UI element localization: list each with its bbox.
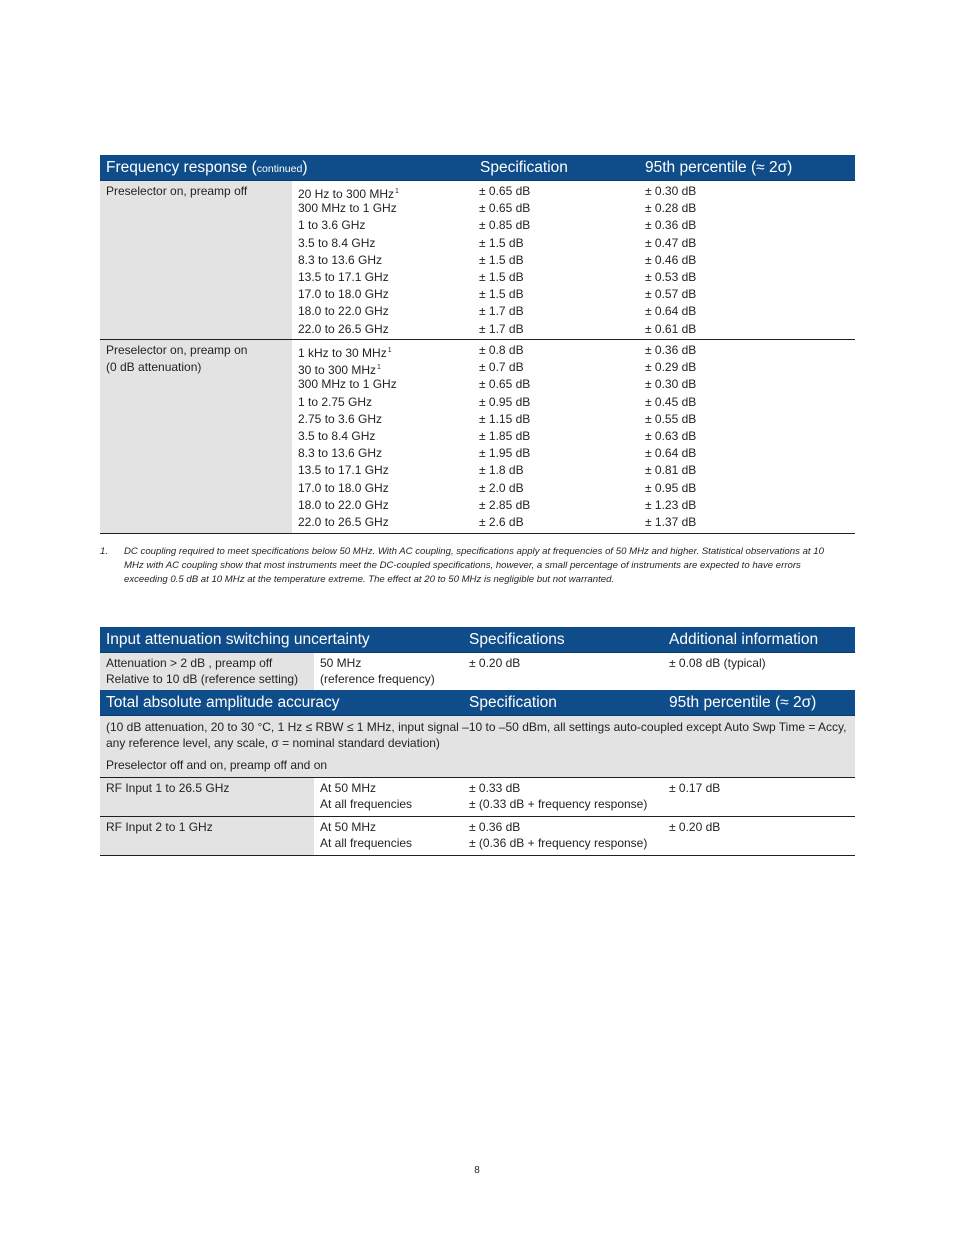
spec-value: ± 0.65 dB bbox=[479, 377, 531, 392]
percentile-value: ± 0.57 dB bbox=[645, 287, 697, 302]
section-preamp-off bbox=[100, 181, 855, 340]
percentile-value: ± 0.55 dB bbox=[645, 411, 697, 426]
freq-range: 30 to 300 MHz$^1$ bbox=[298, 363, 381, 378]
percentile-value: ± 0.17 dB bbox=[669, 781, 721, 795]
conditions-band bbox=[100, 716, 855, 778]
spec-value: ± 0.65 dB bbox=[479, 201, 531, 216]
spec-value: ± 0.85 dB bbox=[479, 218, 531, 233]
percentile-value: ± 1.23 dB bbox=[645, 497, 697, 512]
section-label: Preselector on, preamp off bbox=[106, 184, 248, 198]
percentile-value: ± 0.45 dB bbox=[645, 394, 697, 409]
freq-range: 3.5 to 8.4 GHz bbox=[298, 428, 376, 443]
freq-range: 8.3 to 13.6 GHz bbox=[298, 446, 383, 461]
percentile-value: ± 0.53 dB bbox=[645, 269, 697, 284]
row-condition: At 50 MHz At all frequencies bbox=[320, 820, 413, 850]
freq-range: 300 MHz to 1 GHz bbox=[298, 201, 397, 216]
header-continued: continued bbox=[256, 163, 303, 175]
footnote-number: 1. bbox=[100, 546, 109, 557]
row-label: Attenuation > 2 dB , preamp off Relative to 10 dB (reference setting) bbox=[106, 656, 299, 686]
row-label: RF Input 1 to 26.5 GHz bbox=[106, 781, 230, 795]
specification-column bbox=[479, 342, 530, 531]
percentile-value: ± 0.28 dB bbox=[645, 201, 697, 216]
page-number: 8 bbox=[474, 1165, 480, 1176]
spec-value: ± 1.15 dB bbox=[479, 411, 531, 426]
conditions-subtext: Preselector off and on, preamp off and on bbox=[106, 758, 328, 772]
freq-range: 3.5 to 8.4 GHz bbox=[298, 235, 376, 250]
row-condition: 50 MHz (reference frequency) bbox=[320, 656, 435, 686]
freq-range: 1 to 3.6 GHz bbox=[298, 218, 366, 233]
spec-value: ± 1.5 dB bbox=[479, 235, 524, 250]
freq-range: 300 MHz to 1 GHz bbox=[298, 377, 397, 392]
row-label: RF Input 2 to 1 GHz bbox=[106, 820, 213, 834]
row-condition: At 50 MHz At all frequencies bbox=[320, 781, 413, 811]
percentile-value: ± 0.30 dB bbox=[645, 184, 697, 198]
footnote-ref: 1 bbox=[387, 347, 392, 354]
total-row bbox=[100, 778, 855, 817]
spec-value: ± 1.7 dB bbox=[479, 321, 524, 336]
spec-value: ± 0.95 dB bbox=[479, 394, 531, 409]
spec-value: ± 2.85 dB bbox=[479, 497, 531, 512]
percentile-column bbox=[645, 183, 696, 338]
section-preamp-on bbox=[100, 340, 855, 534]
percentile-column bbox=[645, 342, 696, 531]
footnote-ref: 1 bbox=[395, 188, 399, 195]
section-label: Preselector on, preamp on (0 dB attenuation) bbox=[106, 343, 248, 375]
percentile-value: ± 0.36 dB bbox=[645, 343, 697, 357]
freq-range: 8.3 to 13.6 GHz bbox=[298, 252, 383, 267]
percentile-value: ± 0.36 dB bbox=[645, 218, 697, 233]
header-specifications: Specifications bbox=[469, 631, 565, 648]
freq-range: 1 to 2.75 GHz bbox=[298, 394, 373, 409]
percentile-value: ± 0.81 dB bbox=[645, 463, 697, 478]
percentile-value: ± 1.37 dB bbox=[645, 514, 697, 529]
header-specification: Specification bbox=[480, 159, 568, 176]
freq-range: 13.5 to 17.1 GHz bbox=[298, 269, 389, 284]
spec-value: ± 0.36 dB ± (0.36 dB + frequency response) bbox=[469, 820, 648, 850]
percentile-value: ± 0.29 dB bbox=[645, 360, 697, 375]
total-accuracy-header bbox=[100, 690, 855, 716]
total-row bbox=[100, 817, 855, 856]
header-95th-percentile: 95th percentile (≈ 2σ) bbox=[645, 159, 793, 176]
spec-value: ± 0.65 dB bbox=[479, 184, 531, 198]
percentile-value: ± 0.30 dB bbox=[645, 377, 697, 392]
header-title: Frequency response (continued) bbox=[106, 159, 308, 176]
percentile-value: ± 0.64 dB bbox=[645, 304, 697, 319]
percentile-value: ± 0.46 dB bbox=[645, 252, 697, 267]
footnote-ref: 1 bbox=[377, 364, 381, 372]
spec-value: ± 0.33 dB ± (0.33 dB + frequency response) bbox=[469, 781, 648, 811]
spec-value: ± 1.5 dB bbox=[479, 287, 524, 302]
frequency-column bbox=[298, 342, 397, 531]
spec-value: ± 1.7 dB bbox=[479, 304, 524, 319]
table-header bbox=[100, 155, 855, 181]
footnote-text: DC coupling required to meet specifications below 50 MHz. With AC coupling, specifications apply at frequencies of 50 MHz and higher. Statistical observations at 10 MHz with AC coupling show that most instruments meet the DC-coupled specifications, however, a small percentage of instruments are expected to have errors exceeding 0.5 dB at 10 MHz at the temperature extreme. The effect at 20 to 50 MHz is negligible but not warranted. bbox=[124, 546, 824, 585]
freq-range: 22.0 to 26.5 GHz bbox=[298, 514, 389, 529]
input-attenuation-table bbox=[100, 627, 855, 856]
frequency-column bbox=[298, 183, 399, 338]
header-specification: Specification bbox=[469, 694, 557, 711]
freq-range: 13.5 to 17.1 GHz bbox=[298, 463, 389, 478]
freq-range: 18.0 to 22.0 GHz bbox=[298, 497, 389, 512]
header-additional-information: Additional information bbox=[669, 631, 819, 648]
attenuation-row bbox=[100, 653, 855, 690]
additional-info-value: ± 0.08 dB (typical) bbox=[669, 656, 766, 670]
freq-range: 2.75 to 3.6 GHz bbox=[298, 411, 383, 426]
freq-range: 17.0 to 18.0 GHz bbox=[298, 287, 389, 302]
spec-value: ± 0.7 dB bbox=[479, 360, 524, 375]
percentile-value: ± 0.95 dB bbox=[645, 480, 697, 495]
spec-value: ± 2.6 dB bbox=[479, 514, 524, 529]
percentile-value: ± 0.64 dB bbox=[645, 446, 697, 461]
spec-value: ± 1.5 dB bbox=[479, 252, 524, 267]
spec-value: ± 0.8 dB bbox=[479, 343, 524, 357]
percentile-value: ± 0.61 dB bbox=[645, 321, 697, 336]
header-title: Total absolute amplitude accuracy bbox=[106, 694, 340, 711]
freq-range: 17.0 to 18.0 GHz bbox=[298, 480, 389, 495]
freq-range: 18.0 to 22.0 GHz bbox=[298, 304, 389, 319]
conditions-text: (10 dB attenuation, 20 to 30 °C, 1 Hz ≤ RBW ≤ 1 MHz, input signal –10 to –50 dBm, all settings auto-coupled except Auto Swp Time = Accy, any reference level, any scale, σ = nominal standard deviation) bbox=[106, 720, 847, 750]
percentile-value: ± 0.20 dB bbox=[669, 820, 721, 834]
spec-value: ± 0.20 dB bbox=[469, 656, 521, 670]
percentile-value: ± 0.63 dB bbox=[645, 428, 697, 443]
specification-column bbox=[479, 183, 530, 338]
spec-value: ± 2.0 dB bbox=[479, 480, 524, 495]
frequency-response-table bbox=[100, 155, 855, 534]
spec-value: ± 1.5 dB bbox=[479, 269, 524, 284]
freq-range: 22.0 to 26.5 GHz bbox=[298, 321, 389, 336]
freq-range: 1 kHz to 30 MHz$^1$ bbox=[298, 346, 392, 360]
freq-range: 20 Hz to 300 MHz$^1$ bbox=[298, 187, 399, 201]
spec-value: ± 1.95 dB bbox=[479, 446, 531, 461]
percentile-value: ± 0.47 dB bbox=[645, 235, 697, 250]
header-95th-percentile: 95th percentile (≈ 2σ) bbox=[669, 694, 817, 711]
table-header bbox=[100, 627, 855, 653]
spec-value: ± 1.8 dB bbox=[479, 463, 524, 478]
spec-value: ± 1.85 dB bbox=[479, 428, 531, 443]
header-title: Input attenuation switching uncertainty bbox=[106, 631, 370, 648]
